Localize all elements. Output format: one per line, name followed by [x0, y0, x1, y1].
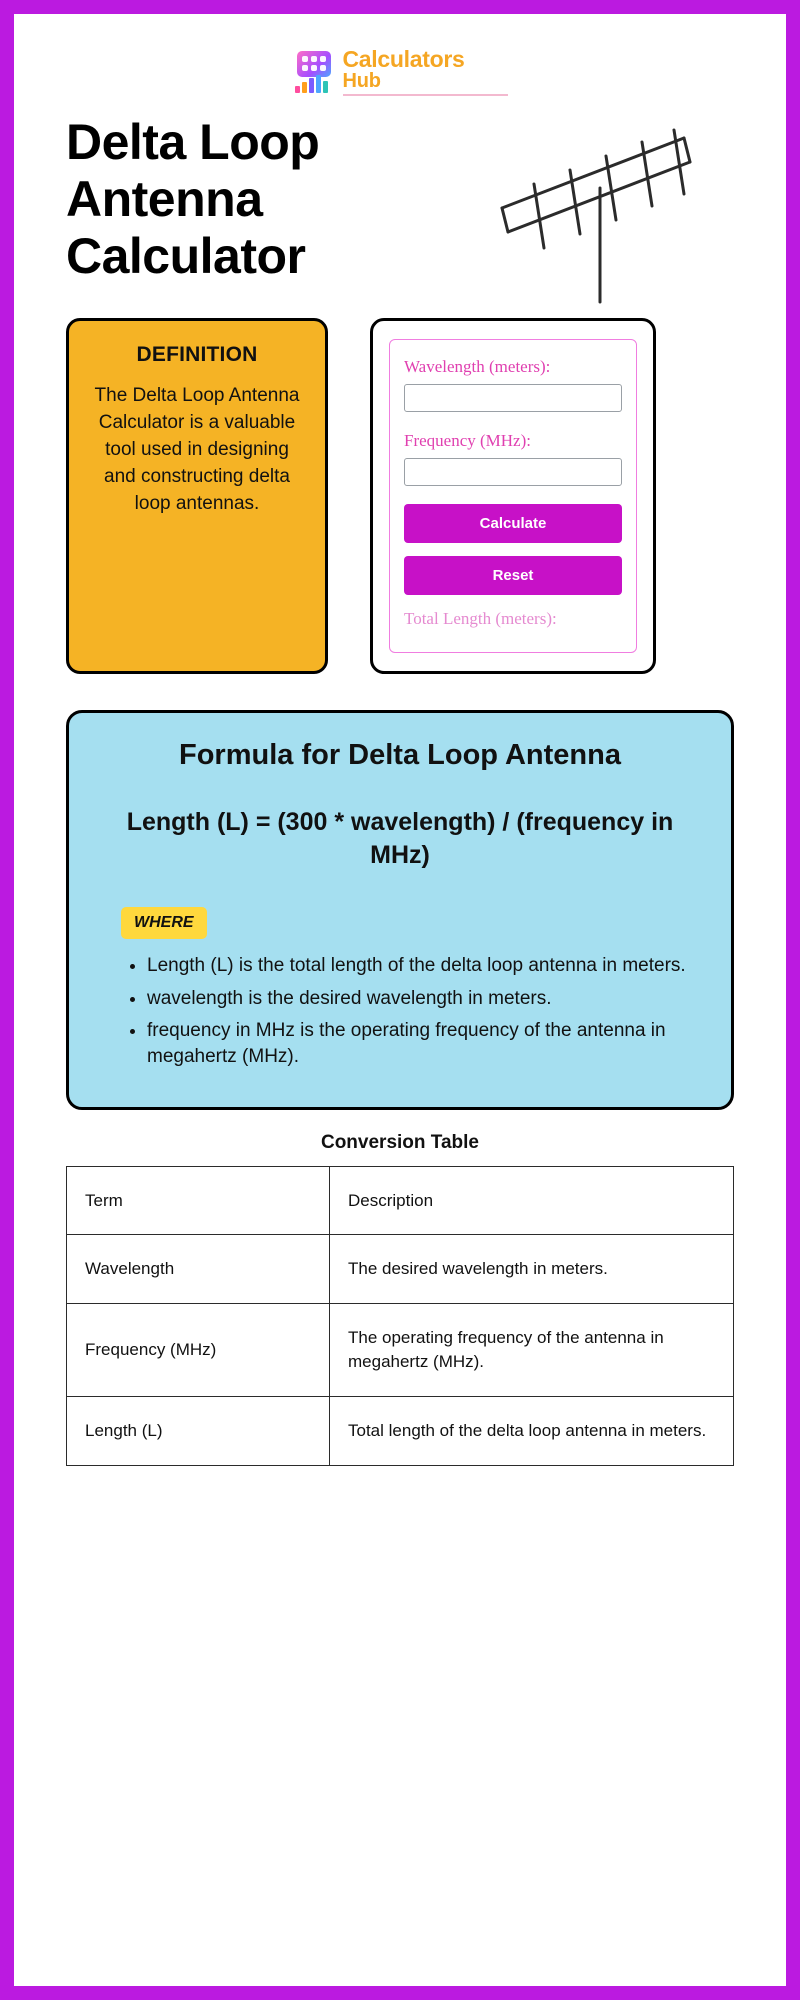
- conversion-table-title: Conversion Table: [320, 1131, 479, 1153]
- table-row: [67, 1235, 734, 1304]
- table-cell-term: Length (L): [67, 1396, 330, 1465]
- definition-text: The Delta Loop Antenna Calculator is a valuable tool used in designing and constructing delta loop antennas.: [94, 384, 300, 514]
- table-row: [67, 1396, 734, 1465]
- table-row: [67, 1304, 734, 1397]
- list-item: • wavelength is the desired wavelength in meters.: [147, 986, 701, 1012]
- brand-logo: [66, 48, 734, 96]
- table-header-description: Description: [330, 1166, 734, 1235]
- table-row: [67, 1166, 734, 1235]
- frequency-label: Frequency (MHz):: [404, 431, 531, 451]
- list-item: • Length (L) is the total length of the delta loop antenna in meters.: [147, 953, 701, 979]
- calculator-card: [370, 318, 656, 674]
- total-length-label: Total Length (meters):: [404, 609, 557, 629]
- formula-variable-list: [99, 953, 701, 1070]
- table-cell-description: Total length of the delta loop antenna in meters.: [330, 1396, 734, 1465]
- calculator-bars-icon: [293, 51, 335, 93]
- wavelength-input[interactable]: [404, 384, 622, 412]
- table-cell-term: Wavelength: [67, 1235, 330, 1304]
- page-title: Delta Loop Antenna Calculator: [66, 113, 320, 284]
- calculate-button[interactable]: Calculate: [404, 504, 622, 543]
- logo-underline: [343, 94, 508, 96]
- title-block: [66, 114, 734, 310]
- brand-name-part1: Calculators: [342, 46, 465, 72]
- table-cell-description: The desired wavelength in meters.: [330, 1235, 734, 1304]
- formula-card: [66, 710, 734, 1110]
- wavelength-label: Wavelength (meters):: [404, 356, 551, 376]
- brand-name-part2: Hub: [342, 70, 381, 93]
- definition-heading: DEFINITION: [136, 342, 258, 366]
- where-badge: WHERE: [121, 907, 207, 939]
- conversion-table: [66, 1166, 734, 1466]
- formula-heading: Formula for Delta Loop Antenna: [179, 738, 621, 771]
- list-item: • frequency in MHz is the operating frequency of the antenna in megahertz (MHz).: [147, 1018, 701, 1069]
- table-header-term: Term: [67, 1166, 330, 1235]
- formula-equation: Length (L) = (300 * wavelength) / (frequency in MHz): [126, 807, 674, 870]
- definition-card: [66, 318, 328, 674]
- yagi-antenna-icon: [488, 116, 738, 321]
- cards-row: [66, 318, 734, 674]
- frequency-input[interactable]: [404, 458, 622, 486]
- table-cell-term: Frequency (MHz): [67, 1304, 330, 1397]
- reset-button[interactable]: Reset: [404, 556, 622, 595]
- table-cell-description: The operating frequency of the antenna in megahertz (MHz).: [330, 1304, 734, 1397]
